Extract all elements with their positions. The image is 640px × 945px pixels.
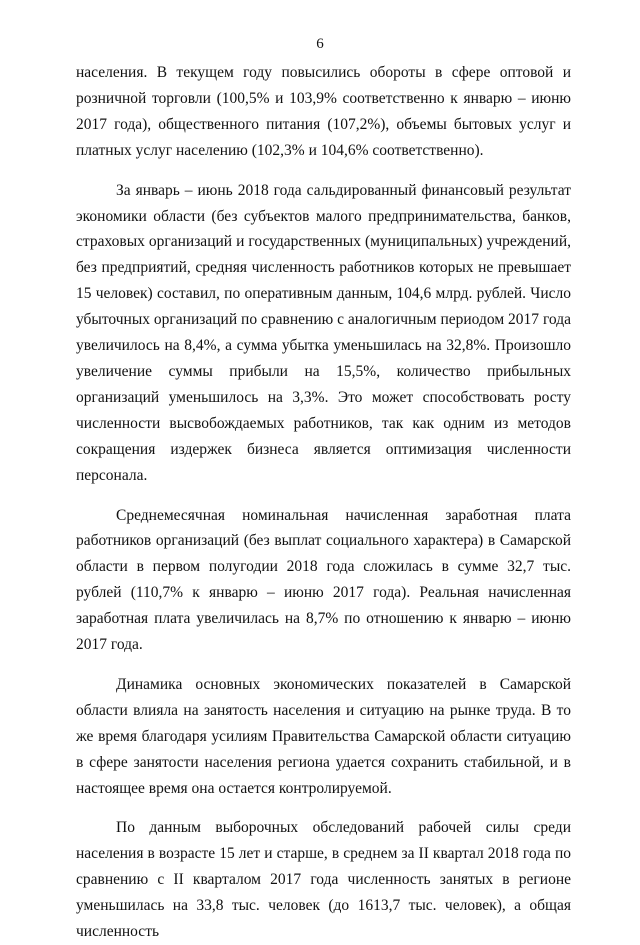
- body-text: [76, 60, 571, 945]
- paragraph-employment-survey: По данным выборочных обследований рабочей силы среди населения в возрасте 15 лет и старше, в среднем за II квартал 2018 года по сравнению с II кварталом 2017 года численность занятых в регионе уменьшилась на 33,8 тыс. человек (до 1613,7 тыс. человек), а общая численность: [76, 819, 571, 941]
- paragraph-financial-result: За январь – июнь 2018 года сальдированный финансовый результат экономики области (без субъектов малого предпринимательства, банков, страховых организаций и государственных (муниципальных) учреждений, без предприятий, средняя численность работников которых не превышает 15 человек) составил, по оперативным данным, 104,6 млрд. рублей. Число убыточных организаций по сравнению с аналогичным периодом 2017 года увеличилось на 8,4%, а сумма убытка уменьшилась на 32,8%. Произошло увеличение суммы прибыли на 15,5%, количество прибыльных организаций уменьшилось на 3,3%. Это может способствовать росту численности высвобождаемых работников, так как одним из методов сокращения издержек бизнеса является оптимизация численности персонала.: [76, 181, 571, 484]
- page-number: 6: [316, 36, 324, 52]
- paragraph-wages: Среднемесячная номинальная начисленная заработная плата работников организаций (без выплат социального характера) в Самарской области в первом полугодии 2018 года сложилась в сумме 32,7 тыс. рублей (110,7% к январю – июню 2017 года). Реальная начисленная заработная плата увеличилась на 8,7% по отношению к январю – июню 2017 года.: [76, 506, 571, 654]
- paragraph-trade-services: населения. В текущем году повысились обороты в сфере оптовой и розничной торговли (100,5% и 103,9% соответственно к январю – июню 2017 года), общественного питания (107,2%), объемы бытовых услуг и платных услуг населению (102,3% и 104,6% соответственно).: [76, 64, 571, 159]
- paragraph-labor-market: Динамика основных экономических показателей в Самарской области влияла на занятость населения и ситуацию на рынке труда. В то же время благодаря усилиям Правительства Самарской области ситуацию в сфере занятости населения региона удается сохранить стабильной, и в настоящее время она остается контролируемой.: [76, 675, 571, 797]
